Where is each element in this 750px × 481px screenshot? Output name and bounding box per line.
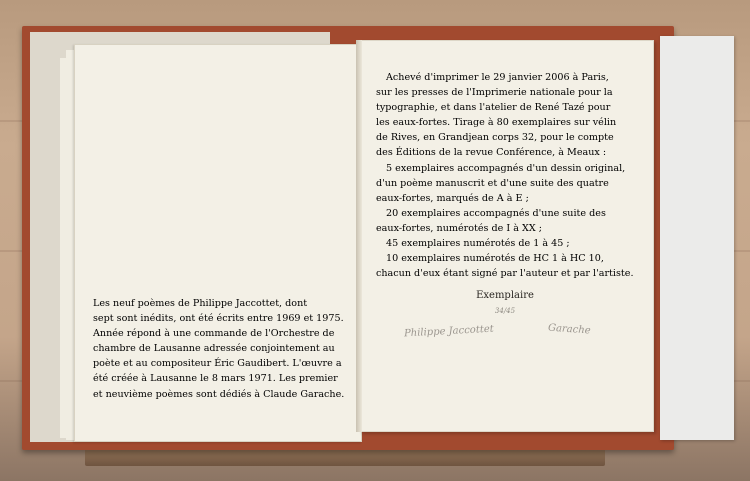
text-line: d'un poème manuscrit et d'une suite des quatre (376, 177, 609, 189)
text-line: typographie, et dans l'atelier de René Tazé pour (376, 102, 611, 114)
text-line: chacun d'eux étant signé par l'auteur et par l'artiste. (376, 268, 634, 280)
text-line: sur les presses de l'Imprimerie nationale pour la (376, 87, 613, 99)
text-line: Année répond à une commande de l'Orchestre de (93, 328, 335, 340)
exemplaire-number: 34/45 (494, 307, 516, 315)
book-gutter (356, 40, 362, 432)
exemplaire-label: Exemplaire (476, 290, 534, 301)
text-line: eaux-fortes, marqués de A à E ; (376, 192, 529, 204)
text-line: Achevé d'imprimer le 29 janvier 2006 à Paris, (386, 72, 609, 83)
text-line: eaux-fortes, numérotés de I à XX ; (376, 222, 542, 234)
text-line: 45 exemplaires numérotés de 1 à 45 ; (386, 238, 570, 250)
text-line: les eaux-fortes. Tirage à 80 exemplaires sur vélin (376, 117, 617, 129)
text-line: de Rives, en Grandjean corps 32, pour le compte (376, 132, 614, 144)
text-line: été créée à Lausanne le 8 mars 1971. Les premier (93, 373, 338, 385)
artist-signature: Garache (547, 322, 591, 337)
text-line: des Éditions de la revue Conférence, à Meaux : (376, 147, 607, 159)
author-signature: Philippe Jaccottet (403, 323, 495, 340)
text-line: 10 exemplaires numérotés de HC 1 à HC 10, (386, 253, 604, 265)
text-line: poète et au compositeur Éric Gaudibert. L'œuvre a (93, 358, 342, 370)
text-line: Les neuf poèmes de Philippe Jaccottet, dont (93, 298, 308, 309)
left-page-text (93, 296, 351, 402)
separate-card (660, 36, 734, 440)
text-line: 5 exemplaires accompagnés d'un dessin original, (386, 162, 626, 174)
colophon-text (376, 70, 640, 281)
text-line: et neuvième poèmes sont dédiés à Claude Garache. (93, 388, 345, 400)
text-line: sept sont inédits, ont été écrits entre 1969 et 1975. (93, 313, 344, 325)
text-line: chambre de Lausanne adressée conjointement au (93, 343, 335, 355)
text-line: 20 exemplaires accompagnés d'une suite des (386, 207, 606, 219)
